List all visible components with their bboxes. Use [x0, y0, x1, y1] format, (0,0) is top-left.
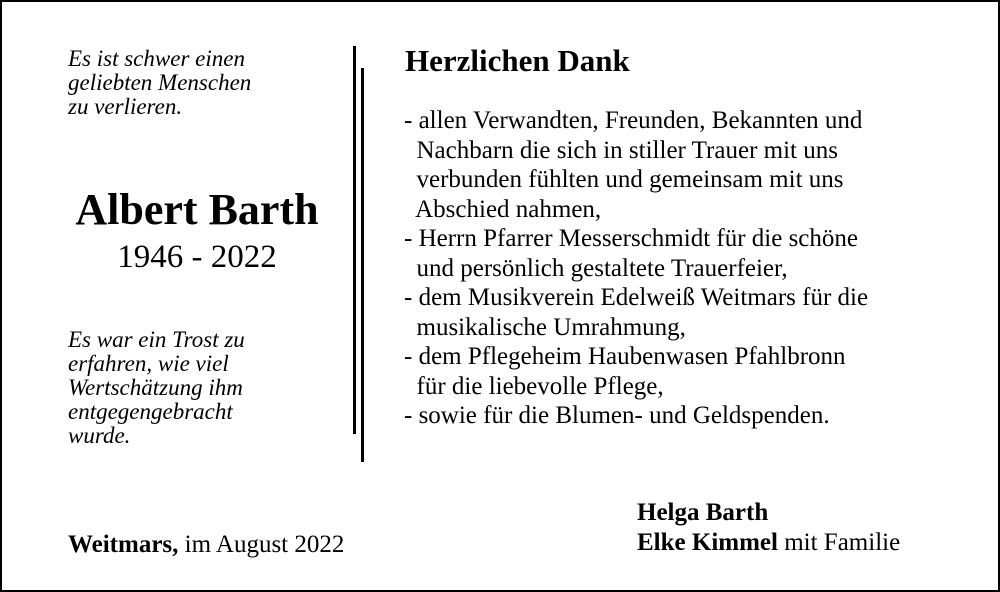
thanks-line: und persönlich gestaltete Trauerfeier,: [404, 254, 788, 282]
thanks-item: [404, 283, 964, 342]
quote-bottom: Es war ein Trost zu erfahren, wie viel Wertschätzung ihm entgegengebracht wurde.: [68, 327, 245, 448]
thanks-line: - dem Musikverein Edelweiß Weitmars für die: [404, 284, 869, 311]
thanks-item: [404, 224, 964, 283]
deceased-years: 1946 - 2022: [117, 239, 277, 275]
thanks-line: musikalische Umrahmung,: [404, 313, 686, 341]
signatures: [637, 498, 900, 558]
thanks-line: Nachbarn die sich in stiller Trauer mit uns: [404, 136, 838, 164]
place-date-text: im August 2022: [178, 531, 345, 558]
thanks-line: - allen Verwandten, Freunden, Bekannten und: [404, 107, 863, 134]
deceased-name: Albert Barth: [75, 185, 319, 234]
signature-name-1: Helga Barth: [637, 499, 769, 526]
divider-line-right: [361, 68, 364, 462]
thanks-item: [404, 401, 964, 431]
signature-name-2: Elke Kimmel: [637, 529, 778, 556]
place-date: [68, 530, 344, 560]
place-town: Weitmars,: [68, 531, 179, 558]
thanks-item: [404, 106, 964, 224]
signature-suffix: mit Familie: [777, 529, 901, 556]
thanks-line: - sowie für die Blumen- und Geldspenden.: [404, 402, 830, 429]
thanks-heading: Herzlichen Dank: [405, 43, 630, 78]
thanks-line: Abschied nahmen,: [404, 195, 602, 223]
thanks-list: [404, 106, 964, 431]
thanks-item: [404, 342, 964, 401]
signature-line-2: [637, 528, 900, 558]
quote-top: Es ist schwer einen geliebten Menschen zu verlieren.: [68, 46, 252, 119]
thanks-line: für die liebevolle Pflege,: [404, 372, 664, 400]
thanks-line: verbunden fühlten und gemeinsam mit uns: [404, 166, 844, 193]
signature-line-1: [637, 498, 900, 528]
thanks-line: - Herrn Pfarrer Messerschmidt für die schöne: [404, 225, 859, 252]
divider-line-left: [353, 46, 356, 434]
thanks-line: - dem Pflegeheim Haubenwasen Pfahlbronn: [404, 343, 846, 370]
